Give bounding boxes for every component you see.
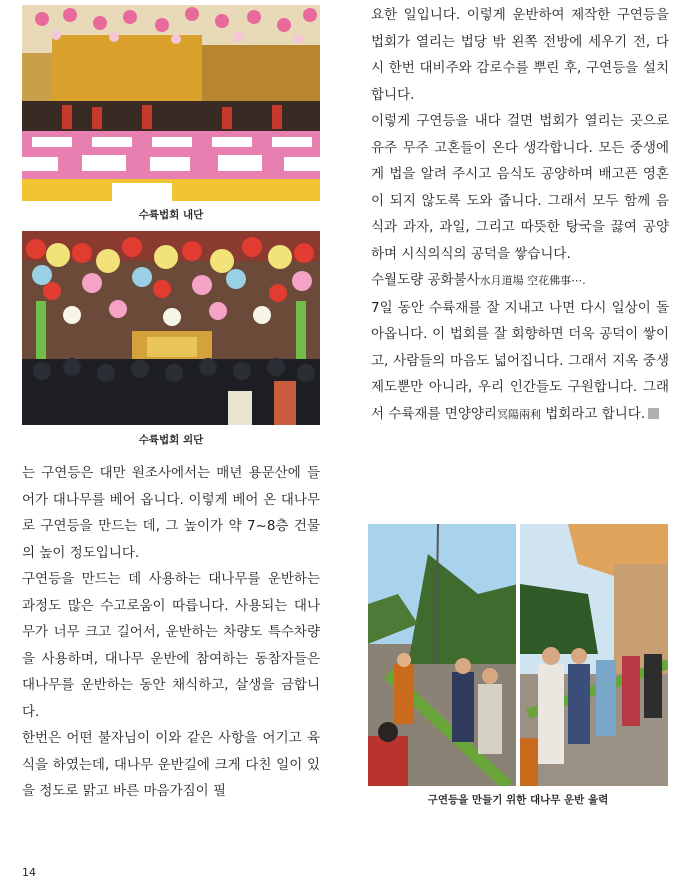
quote-text: 수월도량 공화불사 (371, 272, 480, 288)
final-tail: 법회라고 합니다. (545, 405, 646, 422)
photo-inner-altar (22, 5, 320, 201)
left-column (22, 460, 320, 805)
photo-bamboo-transport (368, 524, 668, 786)
quote-line (371, 267, 669, 295)
quote-hanja: 水月道場 空花佛事⋯. (479, 274, 586, 287)
page-number: 14 (22, 866, 36, 879)
paragraph: 구연등을 만드는 데 사용하는 대나무를 운반하는 과정도 많은 수고로움이 따릅니다. 사용되는 대나무가 너무 크고 길어서, 운반하는 차량도 특수차량을 사용하며, 대나무 운반에 참여하는 동참자들은 대나무를 운반하는 동안 채식하고, 살생을 금합니다. (22, 571, 320, 720)
paragraph: 는 구연등은 대만 원조사에서는 매년 용문산에 들어가 대나무를 베어 옵니다. 이렇게 베어 온 대나무로 구연등을 만드는 데, 그 높이가 약 7~8층 건물의 높이 정도입니다. (22, 465, 320, 561)
photo1-caption: 수륙법회 내단 (138, 209, 204, 221)
end-mark-icon (648, 408, 659, 419)
photo3-caption: 구연등을 만들기 위한 대나무 운반 울력 (427, 794, 609, 806)
photo2-caption: 수륙법회 외단 (138, 434, 204, 446)
paragraph: 이렇게 구연등을 내다 걸면 법회가 열리는 곳으로 유주 무주 고혼들이 온다 생각합니다. 모든 중생에게 법을 알려 주시고 음식도 공양하며 배고픈 영혼이 되지 않도록 도와 줍니다. 그래서 모두 함께 음식과 과자, 과일, 그리고 따뜻한 탕국을 끓여 공양하며 시식의식의 공덕을 쌓습니다. (371, 113, 669, 262)
paragraph: 요한 일입니다. 이렇게 운반하여 제작한 구연등을 법회가 열리는 법당 밖 왼쪽 전방에 세우기 전, 다시 한번 대비주와 감로수를 뿌린 후, 구연등을 설치합니다. (371, 7, 669, 103)
photo-outer-altar (22, 231, 320, 425)
right-column (371, 2, 669, 428)
final-hanja: 冥陽兩利 (496, 407, 541, 421)
paragraph (371, 295, 669, 429)
paragraph: 한번은 어떤 불자님이 이와 같은 사항을 어기고 육식을 하였는데, 대나무 운반길에 크게 다친 일이 있을 정도로 맑고 바른 마음가짐이 필 (22, 730, 320, 799)
final-text: 7일 동안 수륙재를 잘 지내고 나면 다시 일상이 돌아옵니다. 이 법회를 잘 회향하면 더욱 공덕이 쌓이고, 사람들의 마음도 넓어집니다. 그래서 지옥 중생 제도뿐만 아니라, 우리 인간들도 구원합니다. 그래서 수륙재를 면양양리 (371, 299, 669, 422)
